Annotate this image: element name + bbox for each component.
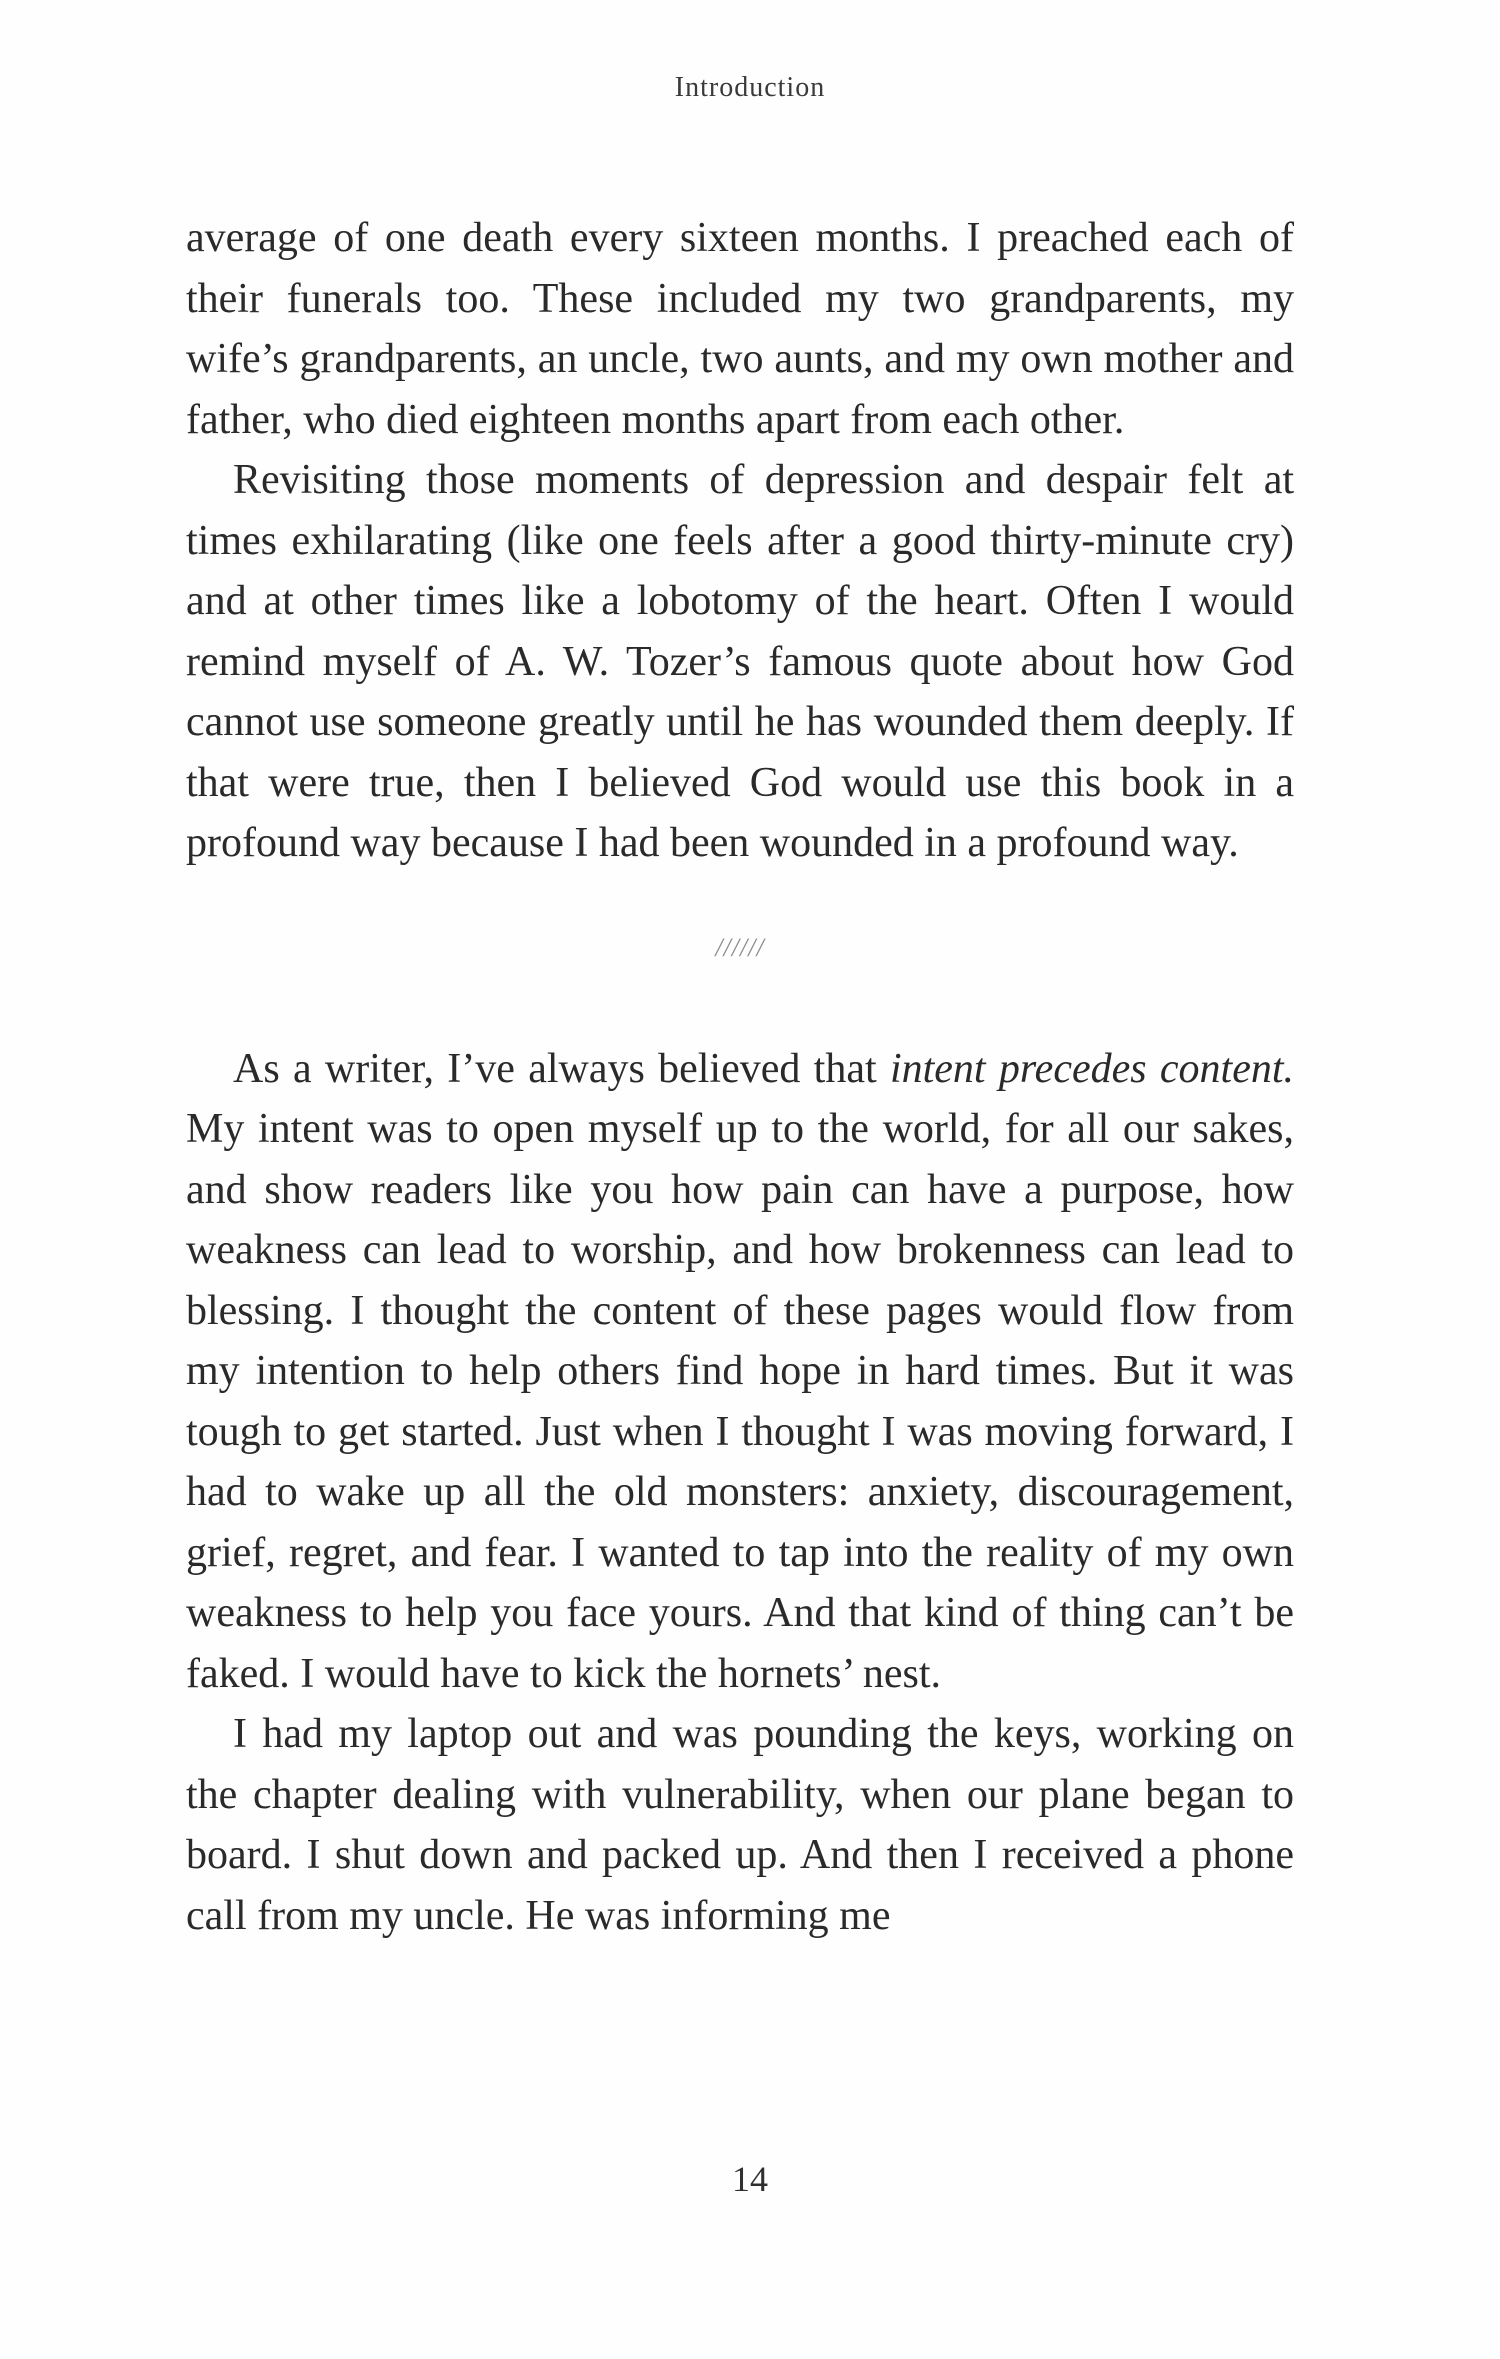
section-break <box>186 874 1294 1039</box>
section-break-ornament: ////// <box>715 932 765 962</box>
running-head: Introduction <box>674 72 826 103</box>
paragraph-4: I had my laptop out and was pounding the keys, working on the chapter dealing with vulnerability, when our plane began to board. I shut down and packed up. And then I received a phone call from my uncle. He was informing me <box>186 1711 1294 1939</box>
paragraph-1: average of one death every sixteen months. I preached each of their funerals too. These included my two grandparents, my wife’s grandparents, an uncle, two aunts, and my own mother and father, who died eighteen months apart from each other. <box>186 215 1294 443</box>
page-number: 14 <box>732 2159 768 2199</box>
paragraph-3-start: As a writer, I’ve always believed that <box>233 1045 890 1092</box>
paragraph-3 <box>186 1039 1294 1705</box>
paragraph-3-rest: My intent was to open myself up to the world, for all our sakes, and show readers like you how pain can have a purpose, how weakness can lead to worship, and how brokenness can lead to blessing. I thought the content of these pages would flow from my intention to help others find hope in hard times. But it was tough to get started. Just when I thought I was moving forward, I had to wake up all the old monsters: anxiety, discouragement, grief, regret, and fear. I wanted to tap into the reality of my own weakness to help you face yours. And that kind of thing can’t be faked. I would have to kick the hornets’ nest. <box>186 1106 1294 1697</box>
paragraph-2: Revisiting those moments of depression and despair felt at times exhilarating (like one feels after a good thirty-minute cry) and at other times like a lobotomy of the heart. Often I would remind myself of A. W. Tozer’s famous quote about how God cannot use someone greatly until he has wounded them deeply. If that were true, then I believed God would use this book in a profound way because I had been wounded in a profound way. <box>186 457 1294 866</box>
body-text <box>186 208 1294 1946</box>
paragraph-3-italic: intent precedes content. <box>889 1045 1295 1092</box>
